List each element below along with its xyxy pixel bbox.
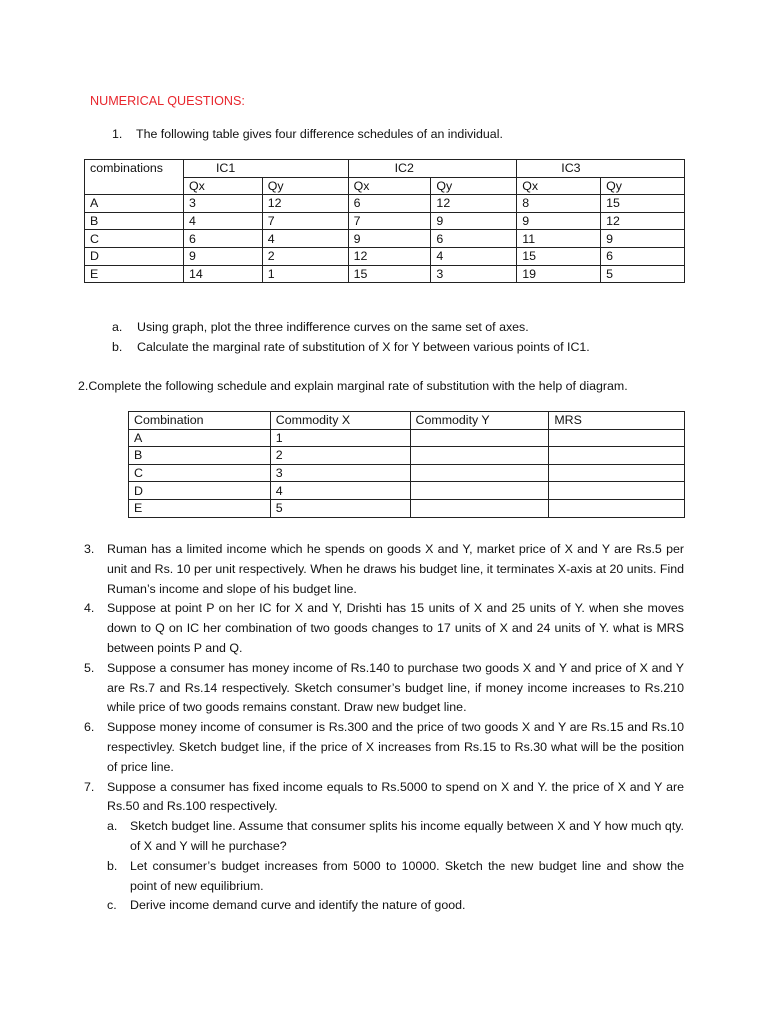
table-cell: 14 <box>183 265 262 283</box>
question-number: 3. <box>84 542 95 556</box>
table-cell <box>549 499 685 517</box>
header-cell: Commodity Y <box>410 412 549 430</box>
table-cell <box>549 482 685 500</box>
sub-question-7a <box>84 817 684 857</box>
sub-question-text: Using graph, plot the three indifference curves on the same set of axes. <box>137 320 529 334</box>
question-2: 2.Complete the following schedule and explain marginal rate of substitution with the help of diagram. <box>78 379 628 393</box>
table-cell: 6 <box>431 230 517 248</box>
table-cell: 1 <box>262 265 348 283</box>
table-cell: D <box>85 247 184 265</box>
question-7 <box>84 778 684 818</box>
subheader-cell: Qx <box>517 177 601 195</box>
header-combinations: combinations <box>85 160 184 195</box>
table-cell: 6 <box>348 195 431 213</box>
table-cell: 3 <box>183 195 262 213</box>
table-cell <box>410 429 549 447</box>
table-cell: A <box>129 429 271 447</box>
table-cell: 9 <box>601 230 685 248</box>
table-row <box>85 195 685 213</box>
table-cell: A <box>85 195 184 213</box>
table-cell: 12 <box>431 195 517 213</box>
table-cell: 12 <box>262 195 348 213</box>
subheader-cell: Qy <box>601 177 685 195</box>
subheader-cell: Qx <box>348 177 431 195</box>
table-header-row <box>85 160 685 178</box>
question-6 <box>84 718 684 777</box>
table-row <box>85 247 685 265</box>
table-row <box>85 230 685 248</box>
subheader-cell: Qy <box>431 177 517 195</box>
table-cell: E <box>129 499 271 517</box>
sub-question-text: Derive income demand curve and identify the nature of good. <box>130 898 466 913</box>
table-cell: C <box>129 464 271 482</box>
table-cell <box>410 499 549 517</box>
table-cell: 15 <box>517 247 601 265</box>
header-cell: Commodity X <box>270 412 410 430</box>
table-cell: 5 <box>601 265 685 283</box>
question-number: 6. <box>84 720 95 735</box>
section-heading: NUMERICAL QUESTIONS: <box>90 94 245 108</box>
table-cell <box>410 464 549 482</box>
question-text: Ruman has a limited income which he spends on goods X and Y, market price of X and Y are Rs.5 per unit and Rs. 10 per unit respectively. When he draws his budget line, it terminates X-axis at 20 units. Find Ruman’s income and slope of his budget line. <box>107 542 684 596</box>
table-cell: 2 <box>270 447 410 465</box>
table-cell <box>410 482 549 500</box>
header-ic1: IC1 <box>183 160 348 178</box>
table-cell: 4 <box>270 482 410 500</box>
subheader-cell: Qx <box>183 177 262 195</box>
table-cell: 1 <box>270 429 410 447</box>
table-cell <box>410 447 549 465</box>
table-cell: 6 <box>183 230 262 248</box>
table-cell: 12 <box>348 247 431 265</box>
table-cell: 15 <box>601 195 685 213</box>
table-cell <box>549 464 685 482</box>
table-cell: 7 <box>262 212 348 230</box>
indifference-schedule-table <box>84 159 685 283</box>
question-text: Suppose a consumer has fixed income equals to Rs.5000 to spend on X and Y. the price of X and Y are Rs.50 and Rs.100 respectively. <box>107 779 684 814</box>
table-row <box>129 464 685 482</box>
table-cell: 7 <box>348 212 431 230</box>
table-cell: 2 <box>262 247 348 265</box>
header-ic2: IC2 <box>348 160 517 178</box>
table-row <box>129 429 685 447</box>
table-cell: 15 <box>348 265 431 283</box>
table-cell: 19 <box>517 265 601 283</box>
table-cell: 8 <box>517 195 601 213</box>
header-cell: Combination <box>129 412 271 430</box>
table-cell <box>549 429 685 447</box>
sub-question-marker: a. <box>107 819 118 834</box>
question-text: The following table gives four difference schedules of an individual. <box>136 127 503 141</box>
table-row <box>129 447 685 465</box>
table-cell: 5 <box>270 499 410 517</box>
question-text: Suppose at point P on her IC for X and Y, Drishti has 15 units of X and 25 units of Y. when she moves down to Q on IC her combination of two goods changes to 17 units of X and 24 units of Y. what is MRS between points P and Q. <box>107 601 684 655</box>
question-number: 4. <box>84 601 95 616</box>
table-cell: 9 <box>183 247 262 265</box>
sub-question-marker: a. <box>112 320 123 334</box>
sub-question-7c <box>84 896 684 916</box>
sub-question-marker: b. <box>107 858 118 873</box>
table-row <box>129 499 685 517</box>
table-cell: 9 <box>517 212 601 230</box>
table-cell: 11 <box>517 230 601 248</box>
sub-question-text: Let consumer’s budget increases from 5000 to 10000. Sketch the new budget line and show the point of new equilibrium. <box>130 858 684 893</box>
subheader-cell: Qy <box>262 177 348 195</box>
question-list <box>84 540 684 916</box>
sub-question-marker: b. <box>112 340 123 354</box>
table-row <box>129 482 685 500</box>
table-row <box>85 265 685 283</box>
table-cell: B <box>129 447 271 465</box>
question-number: 1. <box>112 127 123 141</box>
question-3 <box>84 540 684 599</box>
table-cell: 3 <box>431 265 517 283</box>
table-cell: 3 <box>270 464 410 482</box>
mrs-schedule-table <box>128 411 685 518</box>
sub-question-text: Calculate the marginal rate of substitution of X for Y between various points of IC1. <box>137 340 590 354</box>
question-4 <box>84 599 684 658</box>
table-cell: 9 <box>431 212 517 230</box>
table-cell: C <box>85 230 184 248</box>
sub-question-marker: c. <box>107 898 117 913</box>
table-cell: 4 <box>431 247 517 265</box>
header-cell: MRS <box>549 412 685 430</box>
table-row <box>85 212 685 230</box>
table-cell: 12 <box>601 212 685 230</box>
table-cell: B <box>85 212 184 230</box>
question-5 <box>84 659 684 718</box>
header-ic3: IC3 <box>517 160 685 178</box>
table-header-row <box>129 412 685 430</box>
sub-question-7b <box>84 857 684 897</box>
table-cell: 4 <box>183 212 262 230</box>
table-cell: 4 <box>262 230 348 248</box>
question-number: 5. <box>84 660 95 675</box>
table-cell: D <box>129 482 271 500</box>
question-text: Suppose a consumer has money income of Rs.140 to purchase two goods X and Y and price of X and Y are Rs.7 and Rs.14 respectively. Sketch consumer’s budget line, if money income increases to Rs.210 while price of two goods remains constant. Draw new budget line. <box>107 660 684 715</box>
table-cell: 9 <box>348 230 431 248</box>
sub-question-text: Sketch budget line. Assume that consumer splits his income equally between X and Y how much qty. of X and Y will he purchase? <box>130 819 684 853</box>
table-cell: E <box>85 265 184 283</box>
question-number: 7. <box>84 779 95 794</box>
table-cell: 6 <box>601 247 685 265</box>
table-cell <box>549 447 685 465</box>
question-text: Suppose money income of consumer is Rs.300 and the price of two goods X and Y are Rs.15 and Rs.10 respectivley. Sketch budget line, if the price of X increases from Rs.15 to Rs.30 what will be the position of price line. <box>107 720 684 774</box>
